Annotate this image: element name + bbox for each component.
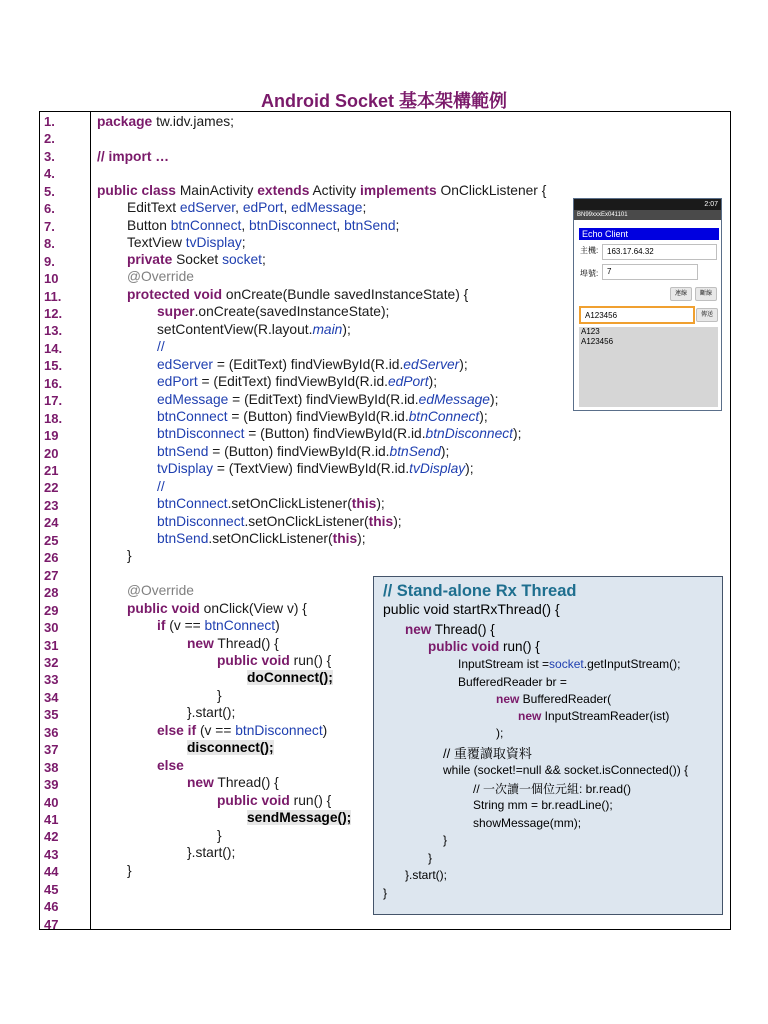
- line-number: 42: [44, 829, 59, 845]
- code-text: MainActivity: [175, 183, 258, 198]
- table-divider: [90, 111, 91, 930]
- connect-button[interactable]: 連線: [670, 287, 692, 301]
- keyword: new: [405, 622, 432, 637]
- code-text: ;: [241, 235, 246, 250]
- field: btnConnect: [157, 496, 228, 511]
- code-text: );: [428, 374, 438, 389]
- rx-line-3: [428, 639, 540, 654]
- rx-line-2: [405, 622, 495, 637]
- rx-line-6: [496, 692, 611, 706]
- field: edPort: [387, 374, 429, 389]
- line-number: 32: [44, 654, 59, 670]
- field: btnDisconnect: [157, 426, 245, 441]
- line-number: 15.: [44, 358, 63, 374]
- field: btnDisconnect: [157, 514, 245, 529]
- keyword: new: [518, 709, 542, 723]
- keyword: package: [97, 114, 153, 129]
- rx-line-17: }: [383, 886, 388, 900]
- field: btnSend: [157, 444, 209, 459]
- code-text: Thread() {: [431, 622, 495, 637]
- code-text: onClick(View v) {: [199, 601, 307, 616]
- field: btnDisconnect: [248, 218, 337, 233]
- highlighted-call: doConnect();: [247, 670, 333, 685]
- field: edServer: [179, 200, 236, 215]
- field: edPort: [157, 374, 198, 389]
- line-number: 14.: [44, 340, 63, 356]
- field: edPort: [242, 200, 284, 215]
- line-number: 6.: [44, 201, 55, 217]
- keyword: this: [351, 496, 377, 511]
- keyword: else if: [157, 723, 197, 738]
- line-number: 12.: [44, 305, 63, 321]
- code-text: );: [479, 409, 488, 424]
- line-number: 29: [44, 602, 59, 618]
- page-title: Android Socket 基本架構範例: [260, 91, 507, 111]
- code-text: );: [440, 444, 450, 459]
- phone-app-body: [574, 220, 721, 410]
- code-line-34: }: [217, 688, 222, 703]
- field: tvDisplay: [157, 461, 213, 476]
- code-text: = (Button) findViewById(R.id.: [244, 426, 426, 441]
- code-text: ;: [362, 200, 367, 215]
- code-text: );: [459, 357, 468, 372]
- line-number: 8.: [44, 236, 55, 252]
- line-number: 31: [44, 637, 59, 653]
- keyword: implements: [360, 183, 437, 198]
- code-line-10: @Override: [127, 269, 194, 284]
- code-text: );: [393, 514, 402, 529]
- field: main: [312, 322, 343, 337]
- line-number: 36: [44, 724, 59, 740]
- port-label: 埠號:: [580, 269, 599, 278]
- rx-thread-title: // Stand-alone Rx Thread: [383, 582, 577, 600]
- code-text: );: [357, 531, 366, 546]
- code-text: Thread() {: [213, 636, 279, 651]
- code-text: Activity: [309, 183, 361, 198]
- code-text: = (Button) findViewById(R.id.: [227, 409, 409, 424]
- field: socket: [222, 252, 262, 267]
- code-line-42: }: [217, 828, 222, 843]
- keyword: new: [187, 775, 214, 790]
- code-line-35: }.start();: [187, 705, 236, 720]
- field: socket: [549, 657, 584, 671]
- line-number: 37: [44, 742, 59, 758]
- field: edMessage: [418, 392, 490, 407]
- phone-title-bar: BN99xxxEx041101: [574, 210, 721, 220]
- code-text: run() {: [289, 793, 332, 808]
- code-text: onCreate(Bundle savedInstanceState) {: [222, 287, 469, 302]
- line-number: 24: [44, 515, 59, 531]
- line-number: 27: [44, 567, 59, 583]
- code-text: .setOnClickListener(: [208, 531, 333, 546]
- rx-line-12: String mm = br.readLine();: [473, 798, 613, 812]
- code-text: ): [322, 723, 328, 738]
- code-text: .setOnClickListener(: [227, 496, 352, 511]
- rx-line-7: [518, 709, 669, 723]
- code-text: ,: [241, 218, 249, 233]
- line-number: 18.: [44, 410, 63, 426]
- line-number: 21: [44, 463, 59, 478]
- code-text: );: [489, 392, 499, 407]
- line-number: 11.: [44, 288, 62, 304]
- comment: // import …: [97, 149, 170, 164]
- line-number: 45: [44, 881, 59, 897]
- app-title: Echo Client: [579, 228, 719, 240]
- send-button[interactable]: 傳送: [696, 308, 718, 322]
- code-text: ): [275, 618, 280, 633]
- line-number: 33: [44, 672, 59, 688]
- rx-line-1: public void startRxThread() {: [383, 601, 560, 617]
- status-time: 2:07: [704, 201, 718, 208]
- line-number: 25: [44, 532, 59, 548]
- keyword: private: [127, 252, 173, 267]
- code-text: );: [512, 426, 522, 441]
- code-text: = (Button) findViewById(R.id.: [208, 444, 390, 459]
- line-number: 30: [44, 620, 59, 636]
- line-number: 34: [44, 689, 59, 705]
- code-text: );: [376, 496, 385, 511]
- line-number: 26: [44, 550, 59, 566]
- code-text: TextView: [127, 235, 186, 250]
- code-text: .getInputStream();: [583, 657, 681, 671]
- line-number: 23: [44, 497, 59, 513]
- keyword: extends: [257, 183, 310, 198]
- code-text: = (EditText) findViewById(R.id.: [197, 374, 388, 389]
- field: edServer: [157, 357, 213, 372]
- field: btnConnect: [157, 409, 228, 424]
- rx-line-14: }: [443, 833, 448, 847]
- field: btnSend: [157, 531, 209, 546]
- host-label: 主機:: [580, 246, 599, 255]
- code-text: = (EditText) findViewById(R.id.: [228, 392, 419, 407]
- keyword: if: [157, 618, 166, 633]
- rx-line-10: while (socket!=null && socket.isConnected()) {: [443, 763, 689, 777]
- rx-line-8: );: [496, 726, 504, 740]
- line-number: 4.: [44, 166, 55, 182]
- code-text: Thread() {: [213, 775, 279, 790]
- line-number: 40: [44, 794, 59, 810]
- disconnect-button[interactable]: 斷線: [695, 287, 717, 301]
- code-text: run() {: [289, 653, 332, 668]
- code-text: EditText: [127, 200, 180, 215]
- code-line-44: }: [127, 863, 132, 878]
- code-text: (v ==: [196, 723, 236, 738]
- phone-status-bar: [574, 199, 721, 210]
- line-number: 28: [44, 585, 59, 601]
- line-number: 9.: [44, 253, 55, 269]
- message-input[interactable]: A123456: [579, 306, 695, 324]
- code-line-22: //: [157, 479, 165, 494]
- rx-line-11: // 一次讀一個位元組: br.read(): [473, 782, 632, 796]
- line-number: 43: [44, 846, 59, 862]
- line-number: 5.: [44, 183, 55, 199]
- field: edMessage: [157, 392, 229, 407]
- keyword: this: [332, 531, 358, 546]
- line-number: 44: [44, 864, 59, 880]
- field: btnConnect: [170, 218, 242, 233]
- rx-line-4: [458, 657, 680, 671]
- host-input[interactable]: 163.17.64.32: [602, 244, 717, 260]
- line-number: 16.: [44, 375, 63, 391]
- field: edServer: [403, 357, 460, 372]
- code-text: Socket: [172, 252, 223, 267]
- code-text: ,: [235, 200, 243, 215]
- field: btnSend: [344, 218, 396, 233]
- code-text: = (TextView) findViewById(R.id.: [212, 461, 410, 476]
- line-number: 3.: [44, 148, 55, 164]
- display-line: A123456: [581, 337, 614, 346]
- code-text: = (EditText) findViewById(R.id.: [212, 357, 404, 372]
- code-text: run() {: [499, 639, 540, 654]
- line-number: 13.: [44, 323, 63, 339]
- code-text: setContentView(R.layout.: [157, 322, 313, 337]
- code-text: OnClickListener {: [436, 183, 547, 198]
- code-line-26: }: [127, 548, 132, 563]
- keyword: public void: [428, 639, 500, 654]
- phone-screenshot: [573, 198, 722, 411]
- code-text: BufferedReader(: [519, 692, 612, 706]
- line-number: 46: [44, 899, 59, 915]
- rx-line-5: BufferedReader br =: [458, 675, 567, 689]
- keyword: super: [157, 304, 195, 319]
- keyword: public void: [217, 653, 290, 668]
- code-text: InputStream ist =: [458, 657, 550, 671]
- line-number: 17.: [44, 393, 63, 409]
- keyword: this: [368, 514, 394, 529]
- field: btnConnect: [408, 409, 480, 424]
- code-text: ,: [336, 218, 345, 233]
- code-text: );: [465, 461, 474, 476]
- message-display: [579, 327, 718, 407]
- line-number: 1.: [44, 114, 55, 129]
- field: btnConnect: [204, 618, 276, 633]
- line-number: 39: [44, 777, 59, 793]
- code-line-14: //: [157, 339, 165, 354]
- code-text: ,: [283, 200, 292, 215]
- field: tvDisplay: [409, 461, 466, 476]
- code-text: ;: [261, 252, 266, 267]
- display-line: A123: [581, 327, 600, 336]
- line-number: 19: [44, 428, 59, 444]
- field: btnDisconnect: [425, 426, 513, 441]
- keyword: public void: [217, 793, 290, 808]
- code-line-28: @Override: [127, 583, 194, 598]
- code-text: (v ==: [165, 618, 205, 633]
- keyword: protected void: [127, 287, 223, 302]
- line-number: 38: [44, 759, 59, 775]
- highlighted-call: sendMessage();: [247, 810, 352, 825]
- line-number: 47: [44, 916, 59, 932]
- keyword: public class: [97, 183, 176, 198]
- code-text: InputStreamReader(ist): [541, 709, 670, 723]
- code-text: .setOnClickListener(: [244, 514, 369, 529]
- keyword: new: [187, 636, 214, 651]
- keyword: public void: [127, 601, 200, 616]
- field: btnSend: [389, 444, 441, 459]
- line-number: 22: [44, 480, 59, 496]
- field: tvDisplay: [185, 235, 242, 250]
- code-text: ;: [395, 218, 400, 233]
- field: btnDisconnect: [235, 723, 323, 738]
- code-line-43: }.start();: [187, 845, 236, 860]
- code-line-38: else: [157, 758, 184, 773]
- line-number: 10: [44, 271, 59, 287]
- rx-line-16: }.start();: [405, 868, 448, 882]
- line-number: 20: [44, 445, 59, 461]
- rx-line-13: showMessage(mm);: [473, 816, 582, 830]
- code-text: tw.idv.james;: [152, 114, 235, 129]
- code-text: Button: [127, 218, 171, 233]
- rx-line-9: // 重覆讀取資料: [443, 746, 532, 761]
- highlighted-call: disconnect();: [187, 740, 274, 755]
- line-number: 7.: [44, 218, 55, 234]
- field: edMessage: [291, 200, 363, 215]
- code-text: );: [342, 322, 351, 337]
- code-text: .onCreate(savedInstanceState);: [194, 304, 390, 319]
- keyword: new: [496, 692, 520, 706]
- rx-line-15: }: [428, 851, 433, 865]
- line-number: 2.: [44, 131, 55, 147]
- line-number: 35: [44, 707, 59, 723]
- port-input[interactable]: 7: [602, 264, 698, 280]
- line-number: 41: [44, 812, 59, 827]
